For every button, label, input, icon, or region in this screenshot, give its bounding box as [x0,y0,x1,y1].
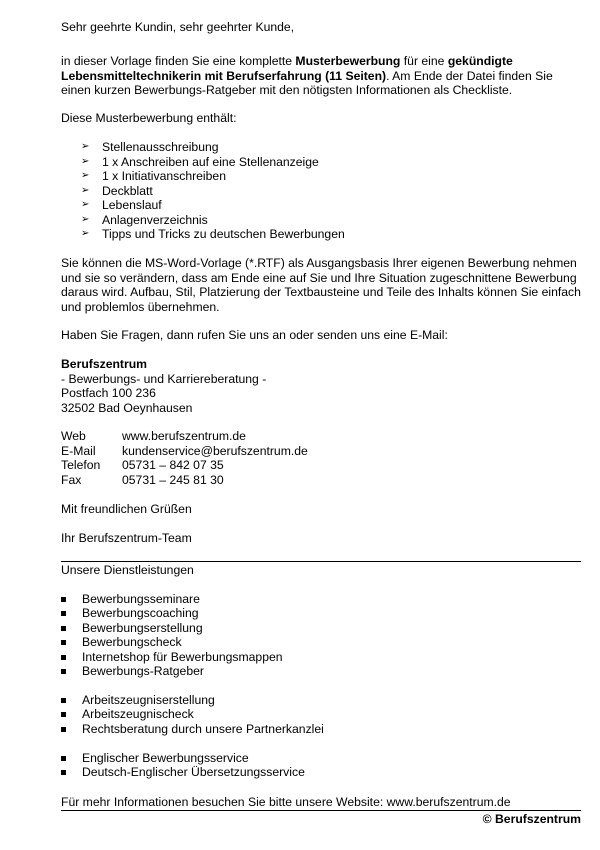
list-item-label: Englischer Bewerbungsservice [82,751,249,765]
services-heading: Unsere Dienstleistungen [61,563,194,577]
list-item-label: Stellenausschreibung [102,140,219,154]
list-item-label: Bewerbungs-Ratgeber [82,663,204,678]
list-item [61,592,581,606]
list-item [61,751,581,765]
list-item-label: Bewerbungserstellung [82,620,203,635]
address-line: - Bewerbungs- und Karriereberatung - [61,371,267,386]
contact-row-email [61,444,581,459]
copyright: © Berufszentrum [482,812,581,826]
list-item-label: 1 x Initiativanschreiben [102,169,226,183]
contents-list [61,140,581,242]
contact-key: Fax [61,472,82,487]
intro-text-end: . Am Ende der Datei finden Sie einen kurzen Bewerbungs-Ratgeber mit den nötigsten Informationen als Checkliste. [61,68,553,97]
services-list-group1 [61,592,581,678]
contact-row-phone [61,458,581,473]
list-item-label: Bewerbungsseminare [82,592,200,606]
list-item [61,765,581,779]
address-line: Postfach 100 236 [61,386,156,400]
footer-divider [61,810,581,811]
list-item [61,621,581,635]
contact-row-fax [61,473,581,488]
company-name-bold: Berufszentrum [61,357,148,371]
services-list-group3 [61,751,581,780]
services-list-group2 [61,693,581,736]
arrow-bullet-icon: ➢ [81,199,90,210]
intro-text: in dieser Vorlage finden Sie eine komplette [61,54,296,68]
contact-phone: 05731 – 842 07 35 [122,458,224,472]
list-item-label: Arbeitszeugniserstellung [82,693,215,707]
contact-key: E-Mail [61,443,96,458]
intro-text-mid: für eine [400,54,448,68]
list-item [61,169,581,184]
square-bullet-icon [61,669,66,674]
square-bullet-icon [61,770,66,775]
list-item [61,693,581,707]
square-bullet-icon [61,611,66,616]
divider [61,561,581,562]
signature: Ihr Berufszentrum-Team [61,531,192,545]
arrow-bullet-icon: ➢ [81,184,90,196]
company-name [61,357,581,372]
square-bullet-icon [61,655,66,660]
list-item-label: Internetshop für Bewerbungsmappen [82,649,283,664]
list-item [61,722,581,736]
list-item-label: Tipps und Tricks zu deutschen Bewerbungen [102,227,345,241]
list-item-label: Lebenslauf [102,198,162,212]
list-item-label: Rechtsberatung durch unsere Partnerkanzlei [82,721,324,736]
square-bullet-icon [61,640,66,645]
list-item [61,184,581,199]
list-item [61,606,581,620]
closing: Mit freundlichen Grüßen [61,502,192,516]
square-bullet-icon [61,597,66,602]
list-item [61,227,581,242]
list-item-label: Deutsch-Englischer Übersetzungsservice [82,765,305,780]
arrow-bullet-icon: ➢ [81,170,90,181]
list-item [61,707,581,721]
square-bullet-icon [61,712,66,717]
list-item [61,650,581,664]
list-item [61,198,581,213]
arrow-bullet-icon: ➢ [81,155,90,167]
arrow-bullet-icon: ➢ [81,213,90,225]
arrow-bullet-icon: ➢ [81,141,90,152]
usage-paragraph: Sie können die MS-Word-Vorlage (*.RTF) als Ausgangsbasis Ihrer eigenen Bewerbung nehmen und sie so verändern, dass am Ende eine auf Sie und Ihre Situation zugeschnittene Bewerbung daraus wird. Aufbau, Stil, Platzierung der Textbausteine und Teile des Inhalts können Sie einfach und problemlos übernehmen. [61,256,581,314]
list-item-label: Bewerbungscoaching [82,606,199,621]
list-item-label: Deckblatt [102,183,153,198]
address-block [61,357,581,415]
intro-paragraph [61,54,581,98]
square-bullet-icon [61,698,66,703]
contact-web-link[interactable]: www.berufszentrum.de [122,429,246,443]
questions-paragraph: Haben Sie Fragen, dann rufen Sie uns an oder senden uns eine E-Mail: [61,328,448,342]
contact-email-link[interactable]: kundenservice@berufszentrum.de [122,443,308,458]
list-item [61,635,581,649]
contact-key: Web [61,429,86,443]
contact-row-web [61,429,581,444]
list-item-label: Anlagenverzeichnis [102,212,208,227]
list-item [61,664,581,678]
contents-heading: Diese Musterbewerbung enthält: [61,111,237,125]
list-item [61,213,581,228]
more-info: Für mehr Informationen besuchen Sie bitte unsere Website: www.berufszentrum.de [61,795,511,809]
intro-bold-position: gekündigte Lebensmitteltechnikerin mit Berufserfahrung (11 Seiten) [61,54,513,83]
list-item [61,155,581,170]
square-bullet-icon [61,756,66,761]
list-item-label: Arbeitszeugnischeck [82,707,194,722]
square-bullet-icon [61,626,66,631]
square-bullet-icon [61,727,66,732]
contact-block [61,429,581,487]
list-item-label: 1 x Anschreiben auf eine Stellenanzeige [102,154,319,169]
list-item-label: Bewerbungscheck [82,635,182,650]
contact-fax: 05731 – 245 81 30 [122,472,224,487]
contact-key: Telefon [61,458,101,472]
list-item [61,140,581,155]
intro-bold-musterbewerbung: Musterbewerbung [295,54,401,68]
address-line: 32502 Bad Oeynhausen [61,400,193,415]
arrow-bullet-icon: ➢ [81,228,90,239]
greeting: Sehr geehrte Kundin, sehr geehrter Kunde, [61,20,295,34]
